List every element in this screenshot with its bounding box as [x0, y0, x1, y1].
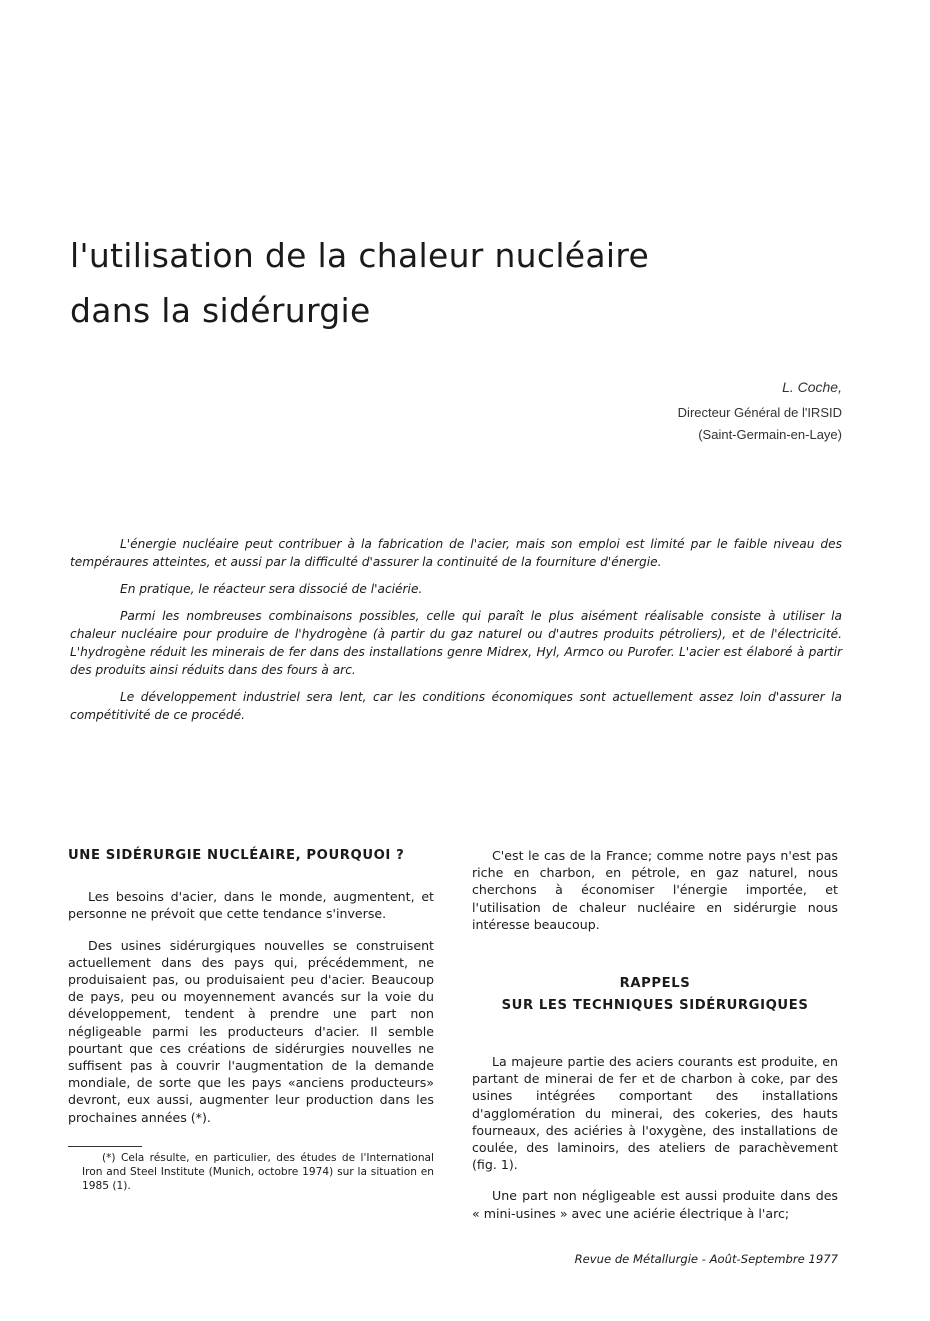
section-heading-line-2: SUR LES TECHNIQUES SIDÉRURGIQUES [501, 998, 809, 1014]
section-heading: UNE SIDÉRURGIE NUCLÉAIRE, POURQUOI ? [68, 848, 405, 863]
abstract [70, 535, 842, 733]
journal-footer: Revue de Métallurgie - Août-Septembre 1977 [574, 1252, 838, 1266]
author-location: (Saint-Germain-en-Laye) [698, 427, 842, 442]
section-heading [472, 973, 838, 1017]
footnote: (*) Cela résulte, en particulier, des études de l'International Iron and Steel Institute (Munich, octobre 1974) sur la situation en 1985 (1). [82, 1151, 434, 1192]
left-column [68, 847, 434, 1207]
abstract-paragraph: L'énergie nucléaire peut contribuer à la fabrication de l'acier, mais son emploi est limité par le faible niveau des tempéraures atteintes, et aussi par la difficulté d'assurer la continuité de la fourniture d'énergie. [70, 537, 842, 569]
abstract-paragraph: Parmi les nombreuses combinaisons possibles, celle qui paraît le plus aisément réalisable consiste à utiliser la chaleur nucléaire pour produire de l'hydrogène (à partir du gaz naturel ou d'autres produits pétroliers), et de l'électricité. L'hydrogène réduit les minerais de fer dans des installations genre Midrex, Hyl, Armco ou Purofer. L'acier est élaboré à partir des produits ainsi réduits dans des fours à arc. [70, 609, 842, 677]
right-column [472, 847, 838, 1236]
author-block [678, 376, 842, 446]
body-paragraph: C'est le cas de la France; comme notre pays n'est pas riche en charbon, en pétrole, en gaz naturel, nous cherchons à économiser l'énergie importée, et l'utilisation de chaleur nucléaire en sidérurgie nous intéresse beaucoup. [472, 848, 838, 932]
article-title [70, 228, 649, 338]
body-paragraph: Les besoins d'acier, dans le monde, augmentent, et personne ne prévoit que cette tendance s'inverse. [68, 889, 434, 922]
title-line-1: l'utilisation de la chaleur nucléaire [70, 236, 650, 275]
body-paragraph: La majeure partie des aciers courants est produite, en partant de minerai de fer et de charbon à coke, par des usines intégrées comportant des installations d'agglomération du minerai, des cokeries, des hauts fourneaux, des aciéries à l'oxygène, des installations de coulée, des laminoirs, des ateliers de parachèvement (fig. 1). [472, 1054, 838, 1173]
footnote-divider [68, 1146, 142, 1147]
abstract-paragraph: Le développement industriel sera lent, car les conditions économiques sont actuellement assez loin d'assurer la compétitivité de ce procédé. [70, 690, 842, 722]
title-line-2: dans la sidérurgie [70, 291, 371, 330]
author-position: Directeur Général de l'IRSID [677, 405, 842, 420]
abstract-paragraph: En pratique, le réacteur sera dissocié de l'aciérie. [120, 582, 423, 596]
body-paragraph: Une part non négligeable est aussi produite dans des « mini-usines » avec une aciérie électrique à l'arc; [472, 1188, 838, 1221]
body-paragraph: Des usines sidérurgiques nouvelles se construisent actuellement dans des pays qui, précédemment, ne produisaient pas, ou produisaient peu d'acier. Beaucoup de pays, peu ou moyennement avancés sur la voie du développement, tendent à prendre une part non négligeable parmi les producteurs d'acier. Il semble pourtant que ces créations de sidérurgies nouvelles ne suffisent pas à couvrir l'augmentation de la demande mondiale, de sorte que les pays «anciens producteurs» devront, eux aussi, augmenter leur production dans les prochaines années (*). [68, 937, 434, 1125]
section-heading-line-1: RAPPELS [619, 976, 691, 992]
author-name: L. Coche, [782, 379, 842, 395]
